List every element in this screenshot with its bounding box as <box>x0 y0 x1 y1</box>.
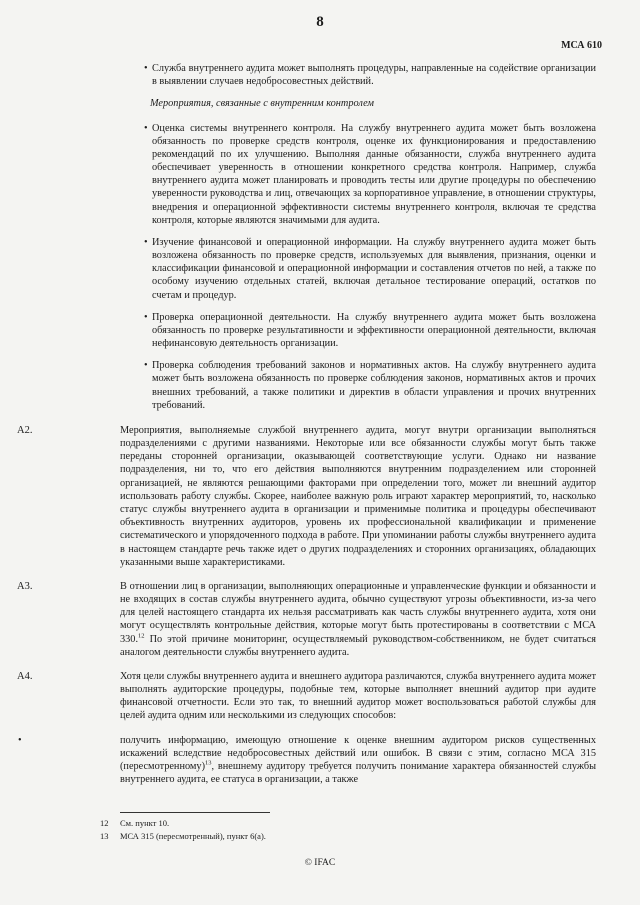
bullet-icon <box>18 734 22 747</box>
paragraph-number: A4. <box>17 670 33 682</box>
copyright-footer: © IFAC <box>304 858 336 868</box>
list-item-text: Оценка системы внутреннего контроля. На службу внутреннего аудита может быть возложена обязанность по проверке средств контроля, оценке их функционирования и предоставлению рекомендаций по их улучшению. Выполняя данные обязанности, служба внутреннего аудита обеспечивает уверенность в отношении конкретного средства контроля. Например, служба внутреннего аудита может планировать и проводить тесты или другие процедуры по обеспечению уверенности руководства и лиц, отвечающих за корпоративное управление, в отношении структуры, внедрения и операционной эффективности системы внутреннего контроля, включая те средства контроля, которые являются значимыми для аудита. <box>152 122 596 226</box>
list-item-text: Проверка операционной деятельности. На службу внутреннего аудита может быть возложена обязанность по проверке результативности и эффективности операционной деятельности, включая нефинансовую деятельность организации. <box>152 311 596 350</box>
footnote-divider <box>120 812 270 813</box>
standard-label: МСА 610 <box>561 40 602 51</box>
paragraph-a4 <box>17 670 596 723</box>
list-item <box>120 62 596 88</box>
list-item <box>120 236 596 302</box>
page-body <box>17 62 596 786</box>
paragraph-a3 <box>17 580 596 659</box>
paragraph-a2 <box>17 424 596 569</box>
list-item-text: , внешнему аудитору требуется получить понимание характера обязанностей службы внутреннего аудита, ее статуса в организации, а также <box>120 760 596 786</box>
list-item-text: получить информацию, имеющую отношение к оценке внешним аудитором рисков существенных искажений вследствие недобросовестных действий или ошибок. В связи с этим, согласно МСА 315 (пересмотренному) <box>120 734 596 772</box>
list-item <box>120 122 596 227</box>
footnote-ref: 13 <box>205 759 212 767</box>
footnote <box>100 818 560 828</box>
list-item <box>120 734 596 787</box>
page-number: 8 <box>316 14 324 30</box>
footnote-number: 13 <box>100 831 109 841</box>
footnote-text: См. пункт 10. <box>120 818 170 828</box>
paragraph-text: Хотя цели службы внутреннего аудита и внешнего аудитора различаются, служба внутреннего аудита может выполнять аудиторские процедуры, подобные тем, которые выполняет внешний аудитор при аудите финансовой отчетности. Если это так, то внешний аудитор может воспользоваться работой службы для целей аудита одним или несколькими из следующих способов: <box>120 670 596 722</box>
footnote <box>100 831 560 841</box>
footnote-number: 12 <box>100 818 109 828</box>
list-item-text: Служба внутреннего аудита может выполнять процедуры, направленные на содействие организации в выявлении случаев недобросовестных действий. <box>152 63 596 88</box>
footnote-ref: 12 <box>138 632 145 640</box>
list-item <box>120 311 596 351</box>
paragraph-text: Мероприятия, выполняемые службой внутреннего аудита, могут внутри организации выполняться подразделениями с другими названиями. Некоторые или все обязанности службы могут быть также переданы сторонней организации, оказывающей соответствующие услуги. Однако ни название подразделения, ни то, что его действия выполняются внутренним подразделением или сторонней организацией, не являются решающими факторами при определении того, может ли внешний аудитор использовать работу службы. Скорее, наиболее важную роль играют характер мероприятий, то, насколько статус службы внутреннего аудита в организации и применимые политика и процедуры обеспечивают объективность внутренних аудиторов, уровень их профессиональной квалификации и применение систематического и упорядоченного подхода в работе. При упоминании работы службы внутреннего аудита в настоящем стандарте речь также идет о других подразделениях и сторонних организациях, обладающих указанными выше характеристиками. <box>120 424 596 568</box>
list-item <box>120 359 596 412</box>
list-item-text: Изучение финансовой и операционной информации. На службу внутреннего аудита может быть возложена обязанность по проверке средств, используемых для выявления, признания, оценки и классификации финансовой и операционной информации и составления отчетов по ней, а также по особому изучению отдельных статей, включая детальное тестирование операций, остатков по счетам и процедур. <box>152 236 596 301</box>
paragraph-text: В отношении лиц в организации, выполняющих операционные и управленческие функции и обязанности и не входящих в состав службы внутреннего аудита, обычно существуют угрозы объективности, из-за чего для целей настоящего стандарта их нельзя рассматривать как часть службы внутреннего аудита, хотя они могут осуществлять контрольные действия, которые могут быть протестированы в соответствии с МСА 330. <box>120 580 596 645</box>
list-item-text: Проверка соблюдения требований законов и нормативных актов. На службу внутреннего аудита может быть возложена обязанность по проверке соблюдения законов, нормативных актов и прочих внешних требований, а также политики и директив в области управления и прочих внутренних требований. <box>152 360 596 411</box>
paragraph-number: A3. <box>17 580 33 592</box>
footnote-text: МСА 315 (пересмотренный), пункт 6(а). <box>120 831 266 841</box>
section-subheading: Мероприятия, связанные с внутренним контролем <box>150 98 374 110</box>
paragraph-text: По этой причине мониторинг, осуществляемый руководством-собственником, не будет считаться аналогом деятельности службы внутреннего аудита. <box>120 633 596 658</box>
paragraph-number: A2. <box>17 424 33 436</box>
